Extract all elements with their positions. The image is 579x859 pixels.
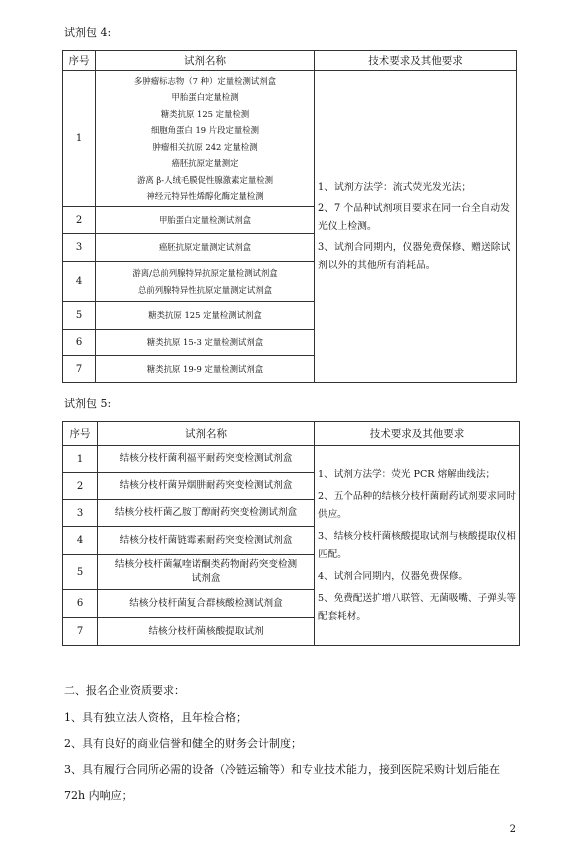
reagent-name-line: 癌胚抗原定量测定 [171, 158, 239, 168]
reagent-name: 糖类抗原 15-3 定量检测试剂盒 [96, 330, 315, 356]
reagent-name-line: 结核分枝杆菌氟喹诺酮类药物耐药突变检测 [114, 559, 298, 570]
pkg4-header-seq: 序号 [63, 51, 96, 71]
reagent-name [96, 71, 315, 207]
reagent-name: 癌胚抗原定量测定试剂盒 [96, 234, 315, 262]
row-seq: 5 [63, 555, 98, 590]
reagent-name: 甲胎蛋白定量检测试剂盒 [96, 207, 315, 234]
pkg4-header-req: 技术要求及其他要求 [315, 51, 517, 71]
pkg5-header-seq: 序号 [63, 422, 98, 446]
reagent-name-line: 甲胎蛋白定量检测 [171, 92, 239, 102]
pkg4-table [62, 50, 517, 383]
pkg5-header-req: 技术要求及其他要求 [315, 422, 520, 446]
row-seq: 2 [63, 473, 98, 500]
requirement-item: 1、试剂方法学：荧光 PCR 熔解曲线法； [318, 468, 496, 480]
table-row [63, 71, 517, 207]
row-seq: 3 [63, 500, 98, 527]
pkg4-title: 试剂包 4: [64, 26, 112, 39]
reagent-name-line: 游离/总前列腺特异抗原定量检测试剂盒 [132, 268, 278, 278]
requirement-item: 2、五个品种的结核分枝杆菌耐药试剂要求同时供应。 [318, 490, 516, 520]
reagent-name-line: 总前列腺特异性抗原定量测定试剂盒 [138, 284, 272, 295]
requirement-item: 2、7 个品种试剂项目要求在同一台全自动发光仪上检测。 [318, 202, 510, 232]
row-seq: 6 [63, 590, 98, 618]
row-seq: 7 [63, 356, 96, 383]
reagent-name: 糖类抗原 125 定量检测试剂盒 [96, 302, 315, 330]
page-number: 2 [509, 824, 516, 835]
requirement-item: 3、结核分枝杆菌核酸提取试剂与核酸提取仪相匹配。 [318, 530, 516, 560]
reagent-name-line: 多肿瘤标志物（7 种）定量检测试剂盒 [134, 75, 276, 86]
reagent-name: 结核分枝杆菌复合群核酸检测试剂盒 [98, 590, 315, 618]
requirement-item: 4、试剂合同期内，仪器免费保修。 [318, 570, 469, 582]
row-seq: 4 [63, 262, 96, 302]
reagent-name-line: 神经元特异性烯醇化酶定量检测 [146, 191, 264, 201]
reagent-name: 糖类抗原 19-9 定量检测试剂盒 [96, 356, 315, 383]
reagent-name: 结核分枝杆菌利福平耐药突变检测试剂盒 [98, 446, 315, 473]
row-seq: 4 [63, 527, 98, 555]
section-heading: 二、报名企业资质要求： [64, 684, 185, 697]
pkg4-requirements [315, 71, 517, 383]
reagent-name-line: 试剂盒 [191, 573, 221, 584]
qualification-item: 1、具有独立法人资格，且年检合格； [64, 711, 247, 724]
row-seq: 3 [63, 234, 96, 262]
reagent-name: 结核分枝杆菌核酸提取试剂 [98, 618, 315, 646]
row-seq: 7 [63, 618, 98, 646]
pkg4-header-name: 试剂名称 [96, 51, 315, 71]
reagent-name: 结核分枝杆菌乙胺丁醇耐药突变检测试剂盒 [98, 500, 315, 527]
qualification-item-continuation: 72h 内响应； [64, 789, 133, 802]
reagent-name-line: 细胞角蛋白 19 片段定量检测 [150, 125, 260, 135]
qualification-item: 2、具有良好的商业信誉和健全的财务会计制度； [64, 737, 302, 750]
reagent-name-line: 糖类抗原 125 定量检测 [160, 108, 250, 119]
reagent-name-line: 游离 β-人绒毛膜促性腺激素定量检测 [137, 174, 273, 185]
row-seq: 5 [63, 302, 96, 330]
row-seq: 1 [63, 71, 96, 207]
row-seq: 6 [63, 330, 96, 356]
reagent-name [98, 555, 315, 590]
table-row [63, 446, 520, 473]
qualification-item: 3、具有履行合同所必需的设备（冷链运输等）和专业技术能力，接到医院采购计划后能在 [64, 763, 500, 776]
row-seq: 2 [63, 207, 96, 234]
reagent-name-line: 肿瘤相关抗原 242 定量检测 [152, 141, 258, 152]
reagent-name: 结核分枝杆菌链霉素耐药突变检测试剂盒 [98, 527, 315, 555]
pkg5-table [62, 421, 520, 646]
pkg5-header-name: 试剂名称 [98, 422, 315, 446]
reagent-name [96, 262, 315, 302]
row-seq: 1 [63, 446, 98, 473]
requirement-item: 3、试剂合同期内，仪器免费保修、赠送除试剂以外的其他所有消耗品。 [318, 241, 511, 271]
pkg5-title: 试剂包 5: [64, 397, 112, 410]
pkg5-requirements [315, 446, 520, 646]
requirement-item: 1、试剂方法学：流式荧光发光法； [318, 181, 472, 193]
reagent-name: 结核分枝杆菌异烟肼耐药突变检测试剂盒 [98, 473, 315, 500]
requirement-item: 5、免费配送扩增八联管、无菌吸嘴、子弹头等配套耗材。 [318, 592, 516, 622]
